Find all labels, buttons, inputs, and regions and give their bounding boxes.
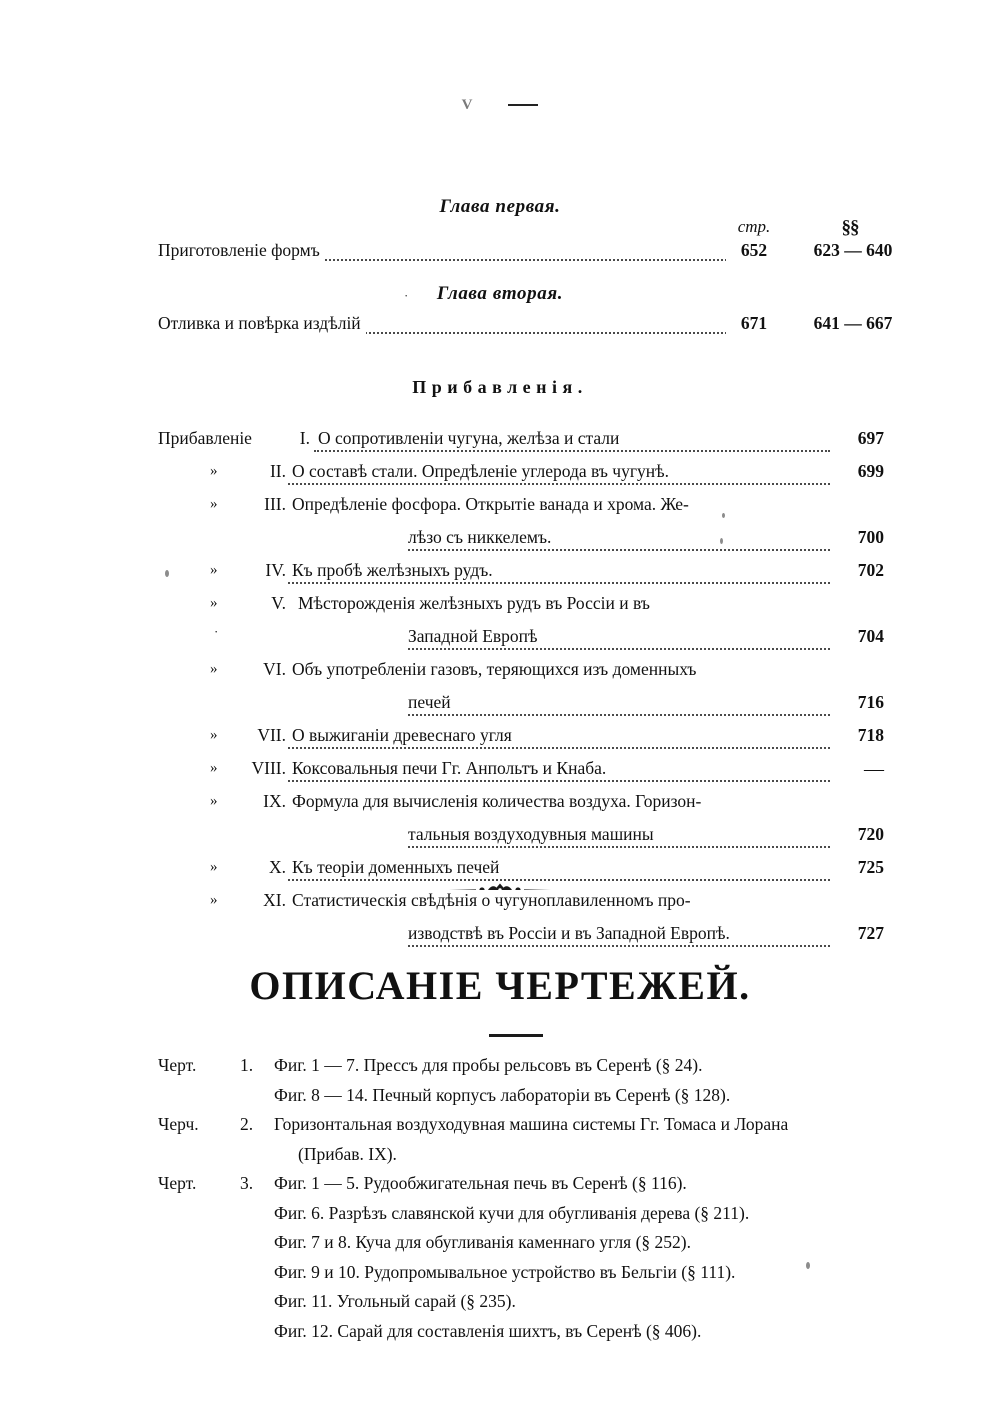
- appendix-text-continued: лѣзо съ никкелемъ.: [408, 527, 556, 548]
- toc-row[interactable]: [158, 240, 893, 266]
- appendix-text: Опредѣленіе фосфора. Открытіе ванада и хрома. Же-: [292, 494, 694, 515]
- appendix-roman: IV.: [265, 560, 286, 580]
- appendix-text-continued: Западной Европѣ: [408, 626, 543, 647]
- plate-number: 3.: [240, 1173, 254, 1193]
- toc-row[interactable]: [158, 313, 893, 339]
- appendix-text-continued: тальныя воздуходувныя машины: [408, 824, 659, 845]
- appendix-text: Мѣсторожденія желѣзныхъ рудъ въ Россіи и въ: [298, 593, 655, 614]
- appendix-page: 700: [836, 527, 884, 548]
- toc-entry-sections: 623 — 640: [806, 240, 900, 261]
- plate-label: Черт.: [158, 1173, 197, 1193]
- plate-figure-line: (Прибав. IX).: [298, 1143, 397, 1164]
- ditto-mark: »: [210, 727, 218, 743]
- page-title: ОПИСАНІЕ ЧЕРТЕЖЕЙ.: [249, 963, 751, 1008]
- plate-label: Черч.: [158, 1114, 199, 1134]
- appendix-roman: II.: [269, 461, 286, 481]
- plate-number: 2.: [240, 1114, 254, 1134]
- ditto-mark: »: [210, 661, 218, 677]
- appendix-text: Коксовальныя печи Гг. Анпольтъ и Кнаба.: [292, 758, 611, 779]
- plate-figure-line: Фиг. 6. Разрѣзъ славянской кучи для обугливанія дерева (§ 211).: [274, 1202, 750, 1223]
- appendix-roman: V.: [271, 593, 286, 613]
- plate-figure-line: Фиг. 1 — 7. Прессъ для пробы рельсовъ въ Серенѣ (§ 24).: [274, 1055, 703, 1075]
- appendix-page: 702: [836, 560, 884, 581]
- plate-figure-line: Фиг. 12. Сарай для составленія шихтъ, въ Серенѣ (§ 406).: [274, 1320, 702, 1341]
- list-item[interactable]: [158, 461, 884, 494]
- plate-figure-line: Горизонтальная воздуходувная машина системы Гг. Томаса и Лорана: [274, 1114, 789, 1134]
- plate-figure-line: Фиг. 7 и 8. Куча для обугливанія каменнаго угля (§ 252).: [274, 1232, 692, 1252]
- appendix-page: 704: [836, 626, 884, 647]
- appendix-page: 727: [836, 923, 884, 944]
- ditto-mark: »: [210, 793, 218, 809]
- ink-speck: [165, 570, 169, 577]
- plate-figure-line: Фиг. 1 — 5. Рудообжигательная печь въ Серенѣ (§ 116).: [274, 1173, 687, 1193]
- appendix-roman: X.: [268, 857, 286, 877]
- appendix-page: 699: [836, 461, 884, 482]
- appendix-text: Объ употребленіи газовъ, теряющихся изъ доменныхъ: [292, 659, 701, 680]
- appendix-text: О сопротивленіи чугуна, желѣза и стали: [318, 428, 624, 449]
- plates-list: [158, 1055, 898, 1350]
- appendix-roman: VIII.: [251, 758, 286, 778]
- appendix-text: Къ теоріи доменныхъ печей: [292, 857, 504, 878]
- plate-figure-line: Фиг. 11. Угольный сарай (§ 235).: [274, 1291, 516, 1311]
- appendix-page: 718: [836, 725, 884, 746]
- appendices-list: [158, 428, 884, 956]
- appendix-text: Къ пробѣ желѣзныхъ рудъ.: [292, 560, 498, 581]
- column-header-pages: стр.: [737, 217, 771, 236]
- ink-speck: ·: [214, 624, 219, 639]
- appendix-roman: XI.: [263, 890, 286, 910]
- appendix-page: —: [836, 758, 884, 781]
- ditto-mark: »: [210, 562, 218, 578]
- appendix-prefix: Прибавленіе: [158, 428, 252, 448]
- ink-speck: [722, 513, 725, 518]
- column-header-sections: §§: [841, 217, 859, 238]
- appendix-roman: I.: [299, 428, 310, 448]
- list-item[interactable]: [158, 1055, 898, 1114]
- appendix-text: О выжиганіи древеснаго угля: [292, 725, 517, 746]
- toc-entry-page: 671: [726, 313, 782, 334]
- appendix-page: 725: [836, 857, 884, 878]
- list-item[interactable]: [158, 659, 884, 725]
- list-item[interactable]: [158, 791, 884, 857]
- chapter-two-title: Глава вторая.: [436, 283, 564, 304]
- appendix-roman: IX.: [263, 791, 286, 811]
- plate-number: 1.: [240, 1055, 254, 1075]
- ditto-mark: »: [210, 859, 218, 875]
- toc-entry-page: 652: [726, 240, 782, 261]
- toc-entry-label: Приготовленіе формъ: [158, 240, 325, 261]
- list-item[interactable]: [158, 593, 884, 659]
- list-item[interactable]: [158, 758, 884, 791]
- appendix-text-continued: изводствѣ въ Россіи и въ Западной Европѣ.: [408, 923, 735, 944]
- appendix-text: Формула для вычисленія количества воздуха. Горизон-: [292, 791, 706, 812]
- appendix-text-continued: печей: [408, 692, 456, 713]
- list-item[interactable]: [158, 494, 884, 560]
- ditto-mark: »: [210, 760, 218, 776]
- appendix-text: Статистическія свѣдѣнія о чугуноплавиленномъ про-: [292, 890, 696, 911]
- appendix-text: О составѣ стали. Опредѣленіе углерода въ чугунѣ.: [292, 461, 674, 482]
- plate-figure-line: Фиг. 9 и 10. Рудопромывальное устройство въ Бельгіи (§ 111).: [274, 1261, 736, 1282]
- ditto-mark: »: [210, 496, 218, 512]
- ditto-mark: »: [210, 595, 218, 611]
- page-folio: [0, 96, 1000, 116]
- ditto-mark: »: [210, 892, 218, 908]
- toc-entry-sections: 641 — 667: [806, 313, 900, 334]
- appendix-page: 697: [836, 428, 884, 449]
- toc-entry-label: Отливка и повѣрка издѣлій: [158, 313, 366, 334]
- ink-speck: ·: [404, 288, 409, 303]
- ditto-mark: »: [210, 463, 218, 479]
- ink-speck: [720, 538, 723, 544]
- appendix-page: 720: [836, 824, 884, 845]
- plate-figure-line: Фиг. 8 — 14. Печный корпусъ лабораторіи въ Серенѣ (§ 128).: [274, 1084, 731, 1105]
- appendix-page: 716: [836, 692, 884, 713]
- toc-column-headers: [0, 217, 1000, 239]
- list-item[interactable]: [158, 428, 884, 461]
- chapter-one-title: Глава первая.: [439, 196, 561, 217]
- appendices-heading: Прибавленія.: [412, 377, 588, 397]
- appendix-roman: VII.: [257, 725, 286, 745]
- ink-speck: [806, 1262, 810, 1269]
- list-item[interactable]: [158, 1114, 898, 1173]
- title-rule: [489, 1034, 543, 1037]
- appendix-roman: VI.: [263, 659, 286, 679]
- appendix-roman: III.: [264, 494, 286, 514]
- list-item[interactable]: [158, 1173, 898, 1350]
- folio-number: V: [461, 97, 475, 113]
- list-item[interactable]: [158, 560, 884, 593]
- list-item[interactable]: [158, 725, 884, 758]
- folio-rule: [508, 104, 538, 106]
- plate-label: Черт.: [158, 1055, 197, 1075]
